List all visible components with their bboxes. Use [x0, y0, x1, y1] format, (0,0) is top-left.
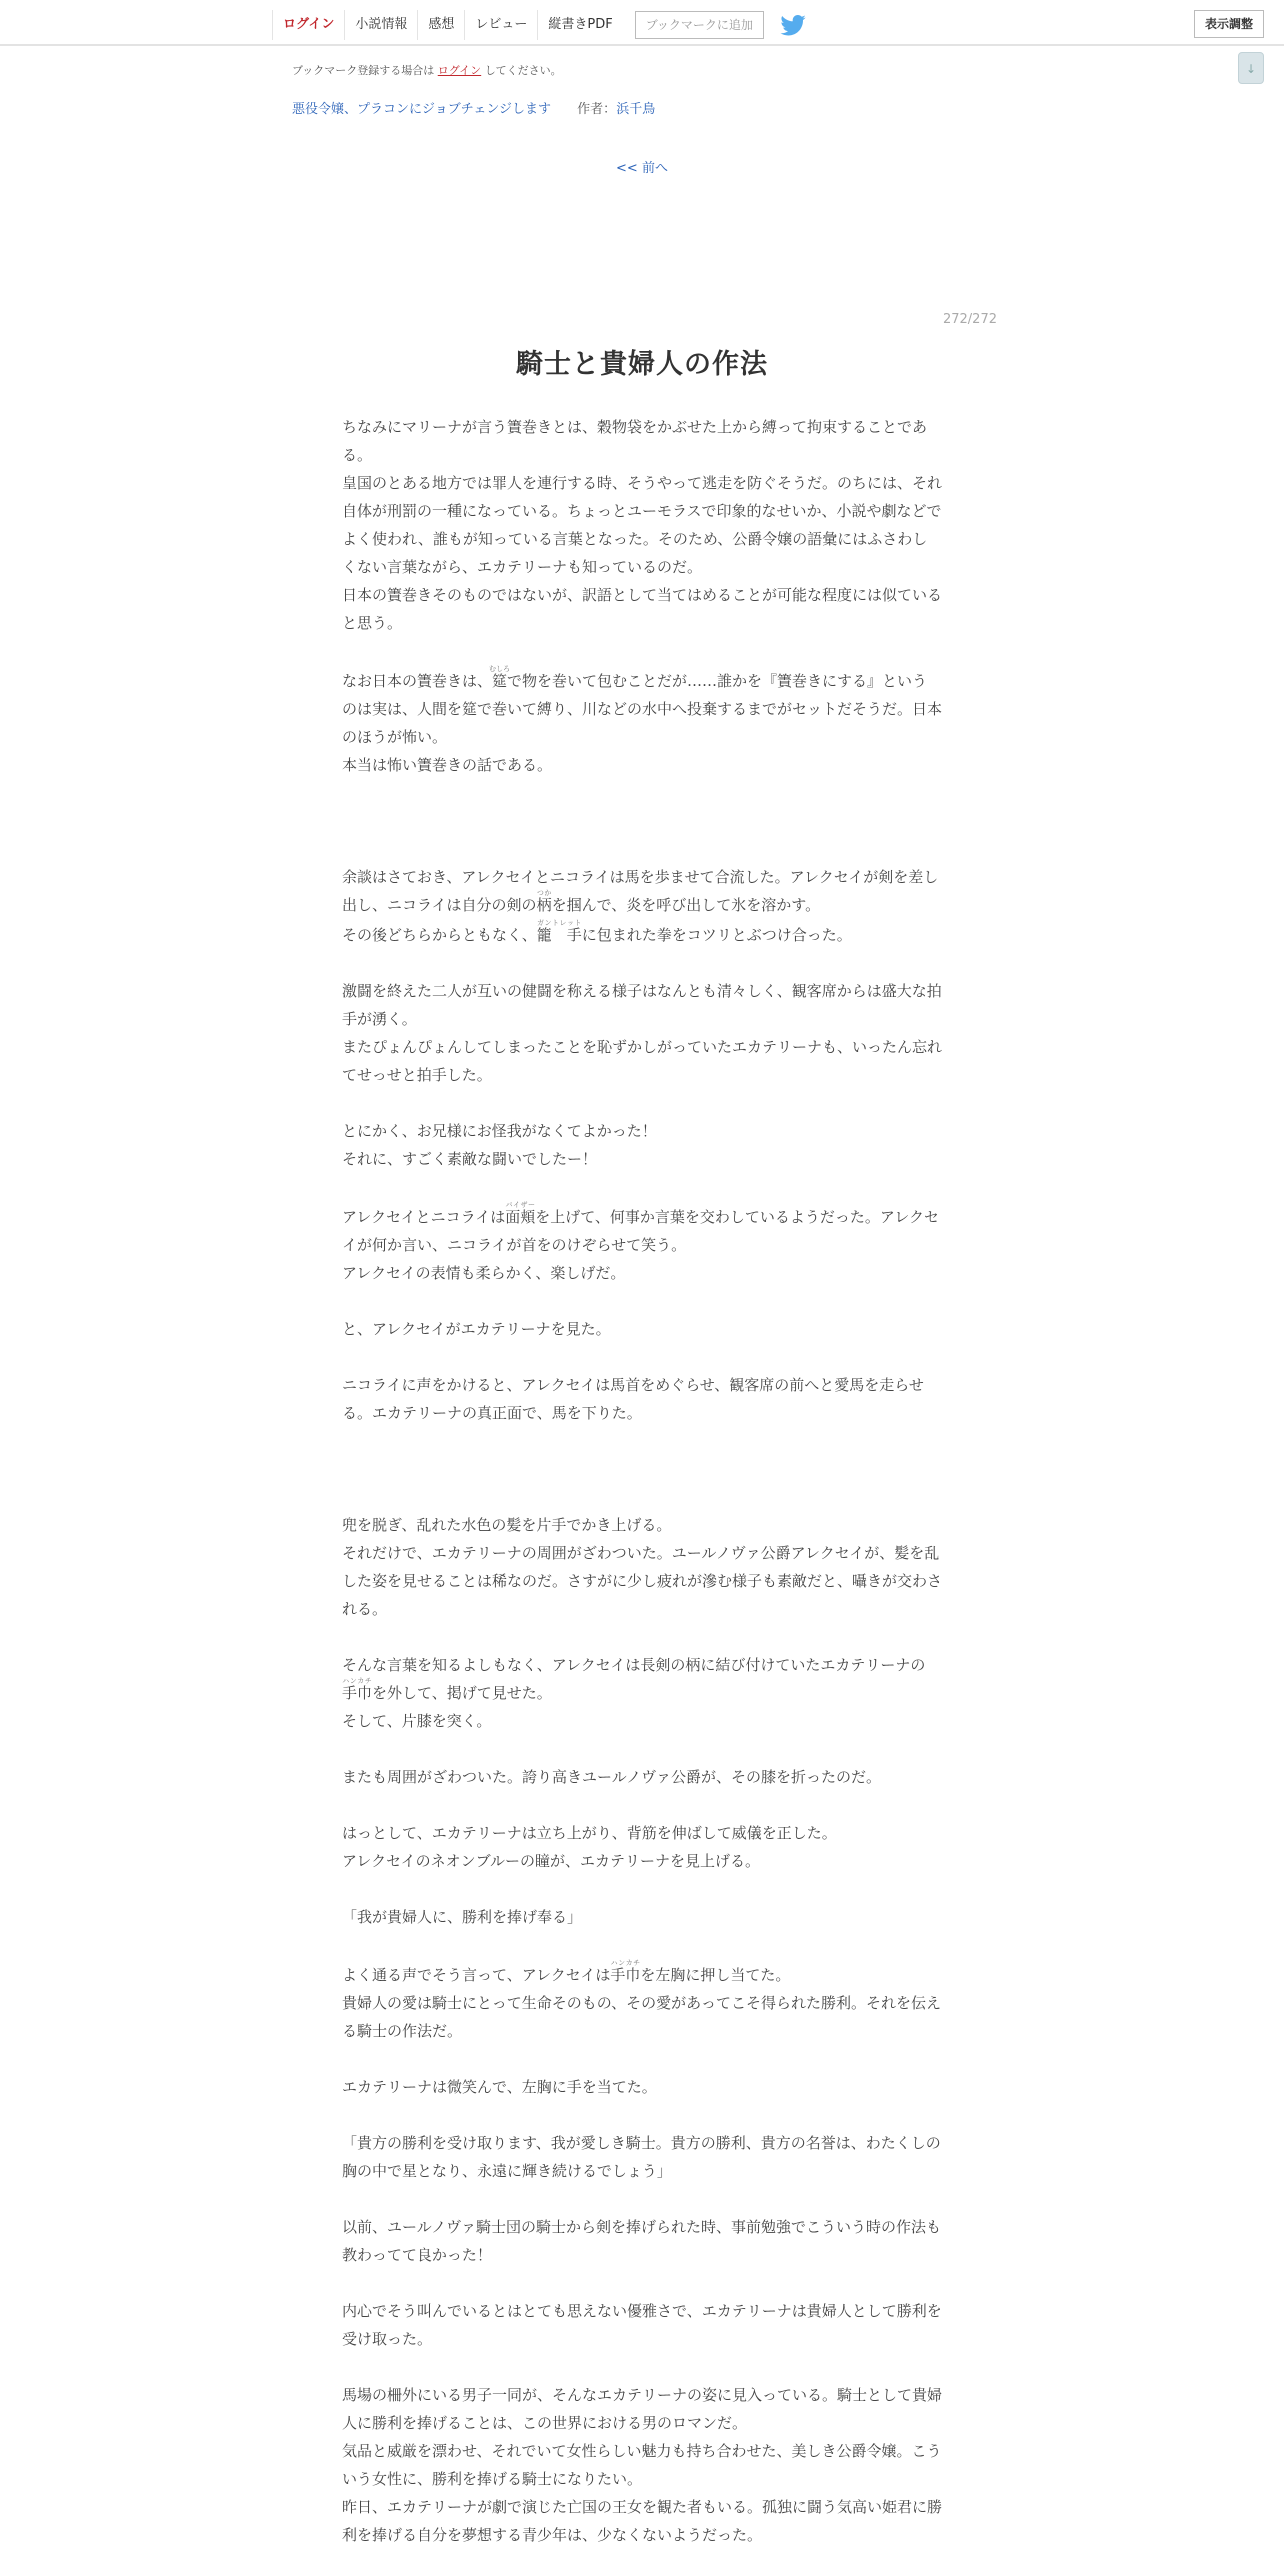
body-paragraph	[342, 1791, 942, 1819]
body-paragraph	[342, 2297, 942, 2353]
ruby-base: 手巾	[610, 1966, 641, 1984]
paragraph-text: それだけで、エカテリーナの周囲がざわついた。ユールノヴァ公爵アレクセイが、髪を乱した姿を見せることは稀なのだ。さすがに少し疲れが滲む様子も素敵だと、囁きが交わされる。	[342, 1544, 943, 1618]
paragraph-text: その後どちらからともなく、	[342, 926, 537, 944]
display-settings-button[interactable]: 表示調整	[1194, 10, 1264, 38]
novel-title-link[interactable]: 悪役令嬢、プラコンにジョブチェンジします	[292, 102, 552, 117]
paragraph-text: 「貴方の勝利を受け取ります、我が愛しき騎士。貴方の勝利、貴方の名誉は、わたくしの胸の中で星となり、永遠に輝き続けるでしょう」	[342, 2134, 941, 2180]
body-paragraph	[342, 779, 942, 807]
paragraph-text: またぴょんぴょんしてしまったことを恥ずかしがっていたエカテリーナも、いったん忘れてせっせと拍手した。	[342, 1038, 943, 1084]
body-paragraph	[342, 1201, 942, 1259]
body-paragraph	[342, 2437, 942, 2493]
body-paragraph	[342, 977, 942, 1033]
paragraph-text: 「我が貴婦人に、勝利を捧げ奉る」	[342, 1908, 583, 1926]
body-paragraph	[342, 807, 942, 835]
paragraph-text: 日本の簀巻きそのものではないが、訳語として当てはめることが可能な程度には似ていると思う。	[342, 586, 943, 632]
body-paragraph	[342, 1173, 942, 1201]
body-paragraph	[342, 1259, 942, 1287]
body-paragraph	[342, 2129, 942, 2185]
body-paragraph	[342, 1287, 942, 1315]
paragraph-text: そして、片膝を突く。	[342, 1712, 492, 1730]
paragraph-text: アレクセイの表情も柔らかく、楽しげだ。	[342, 1264, 626, 1282]
body-paragraph	[342, 665, 942, 751]
paragraph-text: 以前、ユールノヴァ騎士団の騎士から剣を捧げられた時、事前勉強でこういう時の作法も教わってて良かった！	[342, 2218, 941, 2264]
paragraph-text-continued: に包まれた拳をコツリとぶつけ合った。	[581, 926, 852, 944]
body-paragraph	[342, 1455, 942, 1483]
ruby-base: 面頬	[505, 1208, 536, 1226]
paragraph-text: エカテリーナは微笑んで、左胸に手を当てた。	[342, 2078, 657, 2096]
nav-impressions-link[interactable]: 感想	[417, 10, 464, 40]
body-paragraph	[342, 2073, 942, 2101]
notice-text-before: ブックマーク登録する場合は	[292, 64, 435, 77]
paragraph-text: アレクセイとニコライは	[342, 1208, 506, 1226]
paragraph-text: ちなみにマリーナが言う簀巻きとは、穀物袋をかぶせた上から縛って拘束することである。	[342, 418, 928, 464]
ruby-reading: ハンカチ	[610, 1959, 641, 1967]
paragraph-text-continued: を外して、掲げて見せた。	[372, 1684, 552, 1702]
paragraph-text: とにかく、お兄様にお怪我がなくてよかった！	[342, 1122, 657, 1140]
body-paragraph	[342, 1735, 942, 1763]
body-paragraph	[342, 751, 942, 779]
paragraph-text: 余談はさておき、アレクセイとニコライは馬を歩ませて合流した。アレクセイが剣を差し出し、ニコライは自分の剣の	[342, 868, 939, 914]
paragraph-text-continued: を掴んで、炎を呼び出して氷を溶かす。	[551, 896, 821, 914]
body-paragraph	[342, 1511, 942, 1539]
ruby-annotation	[489, 665, 511, 690]
body-paragraph	[342, 1989, 942, 2045]
body-paragraph	[342, 2381, 942, 2437]
body-paragraph	[342, 1875, 942, 1903]
paragraph-text: 激闘を終えた二人が互いの健闘を称える様子はなんとも清々しく、観客席からは盛大な拍手が湧く。	[342, 982, 942, 1028]
paragraph-text: と、アレクセイがエカテリーナを見た。	[342, 1320, 611, 1338]
ruby-base: 柄	[536, 896, 552, 914]
nav-login-link[interactable]: ログイン	[272, 10, 344, 40]
paragraph-text-continued: で物を巻いて包むことだが……誰かを『簀巻きにする』というのは実は、人間を筵で巻いて縛り、川などの水中へ投棄するまでがセットだそうだ。日本のほうが怖い。	[342, 672, 943, 746]
body-paragraph	[342, 413, 942, 469]
body-paragraph	[342, 2269, 942, 2297]
author-label: 作者：	[577, 102, 617, 117]
paragraph-text: 本当は怖い簀巻きの話である。	[342, 756, 553, 774]
body-paragraph	[342, 2045, 942, 2073]
nav-novel-info-link[interactable]: 小説情報	[344, 10, 417, 40]
body-paragraph	[342, 863, 942, 919]
body-paragraph	[342, 581, 942, 637]
ruby-annotation	[342, 1677, 373, 1702]
paragraph-text: 馬場の柵外にいる男子一同が、そんなエカテリーナの姿に見入っている。騎士として貴婦人に勝利を捧げることは、この世界における男のロマンだ。	[342, 2386, 943, 2432]
bookmark-login-notice	[292, 62, 562, 78]
chapter-title: 騎士と貴婦人の作法	[516, 349, 768, 380]
body-paragraph	[342, 1145, 942, 1173]
ruby-annotation	[536, 919, 582, 944]
body-paragraph	[342, 1903, 942, 1931]
paragraph-text: 気品と威厳を漂わせ、それでいて女性らしい魅力も持ち合わせた、美しき公爵令嬢。こういう女性に、勝利を捧げる騎士になりたい。	[342, 2442, 942, 2488]
paragraph-text: またも周囲がざわついた。誇り高きユールノヴァ公爵が、その膝を折ったのだ。	[342, 1768, 881, 1786]
body-paragraph	[342, 2101, 942, 2129]
main-nav	[272, 10, 806, 40]
paragraph-text: 内心でそう叫んでいるとはとても思えない優雅さで、エカテリーナは貴婦人として勝利を受け取った。	[342, 2302, 942, 2348]
body-paragraph	[342, 1847, 942, 1875]
author-link[interactable]: 浜千鳥	[616, 102, 656, 117]
previous-page-link[interactable]: << 前へ	[616, 161, 668, 176]
chapter-body	[342, 413, 942, 2549]
body-paragraph	[342, 1371, 942, 1427]
body-paragraph	[342, 1819, 942, 1847]
ruby-reading: ガントレット	[536, 919, 582, 927]
body-paragraph	[342, 637, 942, 665]
paragraph-text: アレクセイのネオンブルーの瞳が、エカテリーナを見上げる。	[342, 1852, 761, 1870]
body-paragraph	[342, 1033, 942, 1089]
novel-info-line	[292, 98, 655, 117]
nav-vertical-pdf-link[interactable]: 縦書きPDF	[537, 10, 622, 40]
paragraph-text-continued: を上げて、何事か言葉を交わしているようだった。アレクセイが何か言い、ニコライが首をのけぞらせて笑う。	[342, 1208, 940, 1254]
paragraph-text-continued: を左胸に押し当てた。	[640, 1966, 791, 1984]
body-paragraph	[342, 1623, 942, 1651]
body-paragraph	[342, 469, 942, 581]
paragraph-text: 兜を脱ぎ、乱れた水色の髪を片手でかき上げる。	[342, 1516, 672, 1534]
body-paragraph	[342, 1343, 942, 1371]
body-paragraph	[342, 1707, 942, 1735]
ruby-annotation	[505, 1201, 536, 1226]
ruby-base: 籠 手	[536, 926, 582, 944]
body-paragraph	[342, 2353, 942, 2381]
ruby-reading: バイザー	[505, 1201, 536, 1209]
paragraph-text: よく通る声でそう言って、アレクセイは	[342, 1966, 611, 1984]
paragraph-text: それに、すごく素敵な闘いでしたー！	[342, 1150, 598, 1168]
body-paragraph	[342, 949, 942, 977]
ruby-reading: ハンカチ	[342, 1677, 373, 1685]
body-paragraph	[342, 1117, 942, 1145]
paragraph-text: 皇国のとある地方では罪人を連行する時、そうやって逃走を防ぐそうだ。のちには、それ自体が刑罰の一種になっている。ちょっとユーモラスで印象的なせいか、小説や劇などでよく使われ、誰もが知っている言葉となった。そのため、公爵令嬢の語彙にはふさわしくない言葉ながら、エカテリーナも知っているのだ。	[342, 474, 943, 576]
body-paragraph	[342, 1931, 942, 1959]
body-paragraph	[342, 835, 942, 863]
paragraph-text: なお日本の簀巻きは、	[342, 672, 493, 690]
ruby-reading: むしろ	[489, 665, 511, 673]
body-paragraph	[342, 2493, 942, 2549]
body-paragraph	[342, 919, 942, 949]
body-paragraph	[342, 1651, 942, 1707]
top-navigation-bar	[0, 0, 1284, 46]
scroll-down-button[interactable]: ↓	[1238, 52, 1264, 84]
twitter-icon[interactable]	[780, 14, 806, 36]
body-paragraph	[342, 2213, 942, 2269]
body-paragraph	[342, 1959, 942, 1989]
ruby-reading: つか	[536, 889, 552, 897]
ruby-base: 筵	[489, 672, 511, 690]
body-paragraph	[342, 1089, 942, 1117]
paragraph-text: ニコライに声をかけると、アレクセイは馬首をめぐらせ、観客席の前へと愛馬を走らせる。エカテリーナの真正面で、馬を下りた。	[342, 1376, 924, 1422]
paragraph-text: 貴婦人の愛は騎士にとって生命そのもの、その愛があってこそ得られた勝利。それを伝える騎士の作法だ。	[342, 1994, 941, 2040]
paragraph-text: 昨日、エカテリーナが劇で演じた亡国の王女を観た者もいる。孤独に闘う気高い姫君に勝利を捧げる自分を夢想する青少年は、少なくないようだった。	[342, 2498, 943, 2544]
page-count: 272/272	[942, 312, 997, 327]
body-paragraph	[342, 1315, 942, 1343]
body-paragraph	[342, 1483, 942, 1511]
body-paragraph	[342, 1539, 942, 1623]
notice-login-link[interactable]: ログイン	[437, 64, 482, 77]
body-paragraph	[342, 2185, 942, 2213]
paragraph-text: そんな言葉を知るよしもなく、アレクセイは長剣の柄に結び付けていたエカテリーナの	[342, 1656, 926, 1674]
body-paragraph	[342, 1763, 942, 1791]
ruby-base: 手巾	[342, 1684, 373, 1702]
nav-review-link[interactable]: レビュー	[464, 10, 537, 40]
notice-text-after: してください。	[484, 64, 562, 77]
body-paragraph	[342, 1427, 942, 1455]
ruby-annotation	[610, 1959, 641, 1984]
paragraph-text: はっとして、エカテリーナは立ち上がり、背筋を伸ばして威儀を正した。	[342, 1824, 837, 1842]
ruby-annotation	[536, 889, 552, 914]
add-bookmark-button[interactable]: ブックマークに追加	[635, 11, 764, 39]
